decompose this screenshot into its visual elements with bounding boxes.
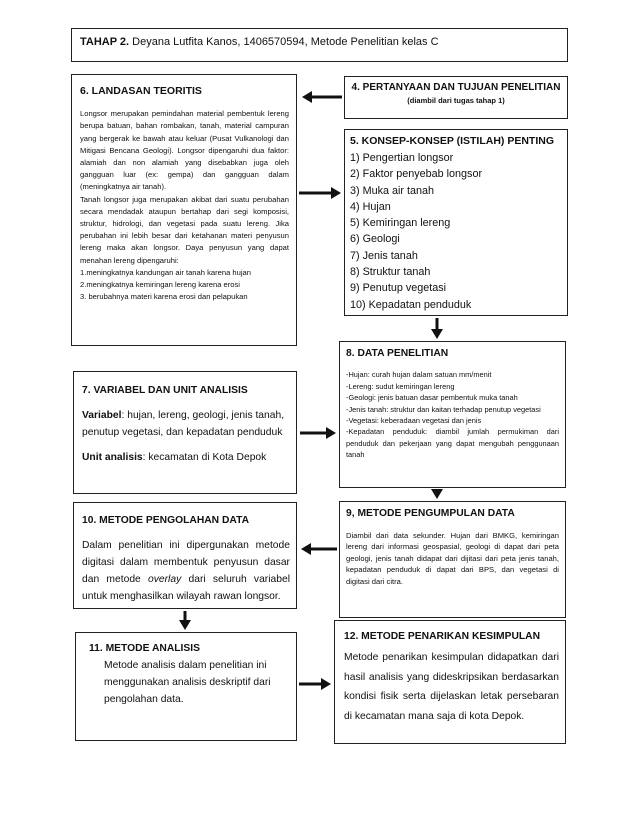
pengumpulan-title: 9, METODE PENGUMPULAN DATA (346, 508, 515, 519)
konsep-item: 6) Geologi (350, 233, 400, 246)
pengolahan-title: 10. METODE PENGOLAHAN DATA (82, 515, 250, 526)
penarikan-text: Metode penarikan kesimpulan didapatkan dari hasil analisis yang dideskripsikan berdasarkan kondisi fisik serta dijelaskan letak persebaran di kecamatan mana saja di kota Depok. (344, 652, 559, 722)
analisis-text: Metode analisis dalam penelitian ini menggunakan analisis deskriptif dari pengolahan data. (104, 660, 271, 705)
pengolahan-text-part: dari seluruh variabel untuk menghasilkan wilayah rawan longsor. (82, 574, 290, 602)
arrowhead-8-to-9 (431, 489, 443, 499)
unit-analisis-value: : kecamatan di Kota Depok (142, 452, 267, 463)
pertanyaan-subtitle: (diambil dari tugas tahap 1) (407, 96, 505, 105)
landasan-paragraph-1: Longsor merupakan pemindahan material pembentuk lereng berupa batuan, bahan rombakan, tanah, material campuran yang bergerak ke bawah atau keluar (Pusat Vulkanologi dan Mitigasi Bencana Geologi). Longsor dipengaruhi dua faktor: alamiah dan non alamiah yang disebabkan juga oleh gangguan luar (ex: gempa) dan gangguan dalam (meningkatnya air tanah). (80, 109, 289, 192)
arrowhead-10-to-11 (179, 620, 191, 630)
pengumpulan-text: Diambil dari data sekunder. Hujan dari BMKG, kemiringan lereng dari informasi geospasial, geologi di dapat dari peta geologi, jenis tanah didapat dari dijitasi dari peta jenis tanah, kepadatan penduduk di dapat dari BPS, dan vegetasi di digitasi dari citra. (346, 530, 559, 586)
konsep-item: 4) Hujan (350, 200, 391, 213)
data-penelitian-title: 8. DATA PENELITIAN (346, 348, 449, 359)
konsep-item: 9) Penutup vegetasi (350, 282, 447, 295)
landasan-point-2: 2.meningkatnya kemiringan lereng karena erosi (80, 280, 240, 290)
konsep-item: 7) Jenis tanah (350, 249, 418, 262)
arrowhead-9-to-10 (301, 543, 311, 555)
variabel-label: Variabel (82, 410, 122, 421)
pengolahan-text-part: Dalam penelitian ini dipergunakan metode digitasi dalam membentuk penyusun dasar dan metode (82, 540, 290, 585)
variabel-value: : hujan, lereng, geologi, jenis tanah, penutup vegetasi, dan kepadatan penduduk (82, 410, 285, 438)
arrowhead-5-to-8 (431, 329, 443, 339)
data-penelitian-item: -Jenis tanah: struktur dan kaitan terhadap penutup vegetasi (346, 404, 541, 414)
pengolahan-text-emphasis: overlay (148, 574, 182, 585)
data-penelitian-item: -Hujan: curah hujan dalam satuan mm/menit (346, 370, 492, 380)
unit-analisis-label: Unit analisis (82, 452, 143, 463)
analisis-title: 11. METODE ANALISIS (89, 643, 201, 654)
landasan-title: 6. LANDASAN TEORITIS (80, 85, 202, 97)
landasan-point-3: 3. berubahnya materi karena erosi dan pelapukan (80, 292, 248, 302)
variabel-title: 7. VARIABEL DAN UNIT ANALISIS (82, 385, 248, 396)
header-stage: TAHAP 2. (80, 36, 130, 48)
data-penelitian-item: -Lereng: sudut kemiringan lereng (346, 381, 455, 391)
data-penelitian-item: -Vegetasi: keberadaan vegetasi dan jenis (346, 416, 482, 426)
konsep-item: 10) Kepadatan penduduk (350, 298, 472, 311)
konsep-item: 3) Muka air tanah (350, 184, 435, 197)
arrowhead-7-to-8 (326, 427, 336, 439)
arrowhead-11-to-12 (321, 678, 331, 690)
konsep-item: 1) Pengertian longsor (350, 152, 454, 164)
penarikan-title: 12. METODE PENARIKAN KESIMPULAN (344, 631, 541, 642)
pertanyaan-title: 4. PERTANYAAN DAN TUJUAN PENELITIAN (351, 82, 561, 93)
konsep-title: 5. KONSEP-KONSEP (ISTILAH) PENTING (350, 135, 554, 147)
landasan-paragraph-2: Tanah longsor juga merupakan akibat dari suatu perubahan secara mendadak ataupun bertahap dari segi komposisi, struktur, hidrologi, dan vegetasi pada suatu lereng. Jika perubahan ini lebih besar dari ketahanan materi penyusun lereng maka akan longsor. Daya penyusun yang dapat menahan lereng dipengaruhi: (80, 194, 289, 265)
konsep-item: 5) Kemiringan lereng (350, 217, 451, 230)
konsep-item: 2) Faktor penyebab longsor (350, 168, 483, 181)
arrowhead-4-to-6 (302, 91, 312, 103)
data-penelitian-item: -Geologi: jenis batuan dasar pembentuk muka tanah (346, 393, 518, 403)
landasan-point-1: 1.meningkatnya kandungan air tanah karena hujan (80, 267, 251, 277)
konsep-item: 8) Struktur tanah (350, 266, 431, 279)
header-text: Deyana Lutfita Kanos, 1406570594, Metode Penelitian kelas C (129, 36, 439, 48)
arrowhead-6-to-5 (331, 187, 341, 199)
data-penelitian-item: -Kepadatan penduduk: diambil jumlah permukiman dari penduduk dan pekerjaan yang dapat mengubah penggunaan tanah (346, 427, 559, 460)
